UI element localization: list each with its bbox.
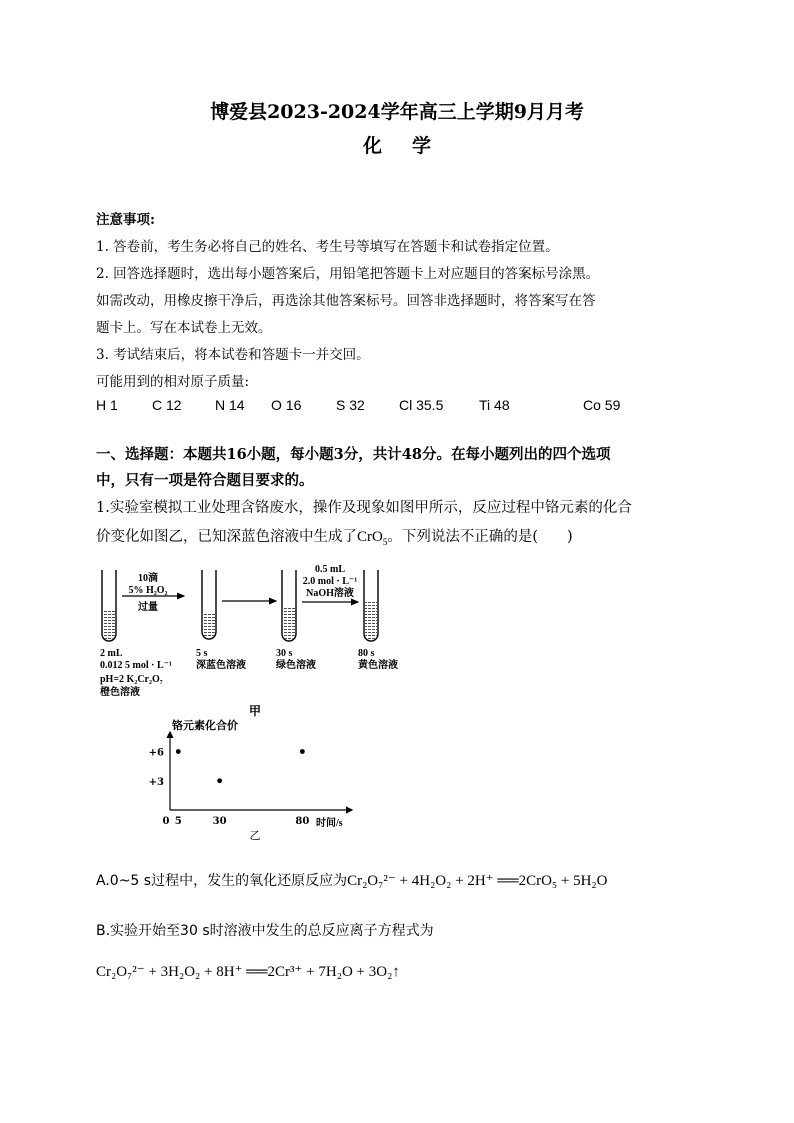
question-1-text-end: 。下列说法不正确的是( ): [387, 529, 573, 545]
tube-2-label: 5 s: [196, 648, 208, 659]
option-b-formula: Cr₂O₇²⁻ + 3H₂O₂ + 8H⁺ ══2Cr³⁺ + 7H₂O + 3O₂↑: [96, 964, 400, 980]
section-heading-line2: 中，只有一项是符合题目要求的。: [96, 472, 314, 489]
y-tick-label: +3: [148, 776, 164, 788]
species: CrO: [357, 529, 383, 545]
data-point: [217, 778, 222, 783]
species-subscript: 5: [382, 537, 388, 547]
notice-item: 如需改动，用橡皮擦干净后，再选涂其他答案标号。回答非选择题时，将答案写在答: [96, 293, 596, 309]
subject-char-2: 学: [412, 135, 432, 157]
question-1-line2: [96, 525, 573, 546]
arrow-3-label: 0.5 mL: [315, 564, 345, 575]
tube-4-label: 80 s: [358, 648, 375, 659]
x-tick-label: 30: [212, 816, 227, 827]
atomic-mass: S 32: [336, 397, 365, 413]
atomic-mass: Ti 48: [479, 397, 510, 413]
test-tube-2: [202, 570, 216, 639]
arrow-1-label: 10滴: [138, 573, 158, 584]
question-1-line1: 1.实验室模拟工业处理含铬废水，操作及现象如图甲所示，反应过程中铬元素的化合: [96, 500, 632, 516]
data-point: [300, 749, 305, 754]
x-tick-label: 0: [162, 816, 170, 827]
notice-item: 题卡上。写在本试卷上无效。: [96, 320, 272, 336]
tube-1-label: 2 mL: [100, 648, 123, 659]
atomic-mass: O 16: [271, 397, 302, 413]
test-tube-1: [102, 570, 116, 641]
data-point: [176, 749, 181, 754]
arrow-3-label: NaOH溶液: [306, 588, 354, 599]
notice-item: 2. 回答选择题时，选出每小题答案后，用铅笔把答题卡上对应题目的答案标号涂黑。: [96, 266, 600, 282]
option-a-text: A.0~5 s过程中，发生的氧化还原反应为: [96, 873, 348, 889]
atomic-mass: C 12: [152, 397, 182, 413]
tube-3-label: 绿色溶液: [276, 660, 316, 671]
figure-jia-caption: 甲: [248, 704, 262, 718]
notice-item: 3. 考试结束后，将本试卷和答题卡一并交回。: [96, 347, 370, 363]
x-axis-label: 时间/s: [316, 818, 343, 829]
notice-heading: 注意事项:: [96, 212, 155, 228]
tube-1-label: pH=2 K₂Cr₂O₇: [100, 674, 163, 685]
test-tube-3: [282, 570, 296, 641]
exam-title: 博爱县2023-2024学年高三上学期9月月考: [210, 101, 584, 123]
question-1-text: 价变化如图乙，已知深蓝色溶液中生成了: [96, 529, 357, 545]
arrow-3-label: 2.0 mol · L⁻¹: [302, 576, 358, 587]
atomic-mass: Co 59: [583, 397, 621, 413]
tube-1-label: 0.012 5 mol · L⁻¹: [100, 660, 172, 671]
cro5-formula: [357, 529, 387, 545]
atomic-mass: N 14: [215, 397, 245, 413]
figure-jia: [96, 562, 426, 722]
tube-1-label: 橙色溶液: [100, 687, 140, 698]
tube-3-label: 30 s: [276, 648, 293, 659]
tube-2-label: 深蓝色溶液: [196, 660, 246, 671]
figure-yi-chart: [140, 718, 380, 844]
arrow-1-label: 5% H₂O₂: [128, 585, 168, 596]
atomic-mass: Cl 35.5: [399, 397, 444, 413]
test-tube-4: [364, 570, 378, 641]
atomic-mass: H 1: [96, 397, 118, 413]
option-a-formula: Cr₂O₇²⁻ + 4H₂O₂ + 2H⁺ ══2CrO₅ + 5H₂O: [347, 873, 608, 889]
option-a: [96, 870, 608, 890]
figure-yi-caption: 乙: [249, 829, 261, 842]
x-tick-label: 5: [174, 816, 182, 827]
subject-title: [0, 131, 794, 158]
subject-char-1: 化: [362, 135, 382, 157]
option-b: B.实验开始至30 s时溶液中发生的总反应离子方程式为: [96, 923, 434, 939]
tube-4-label: 黄色溶液: [358, 660, 398, 671]
atomic-mass-heading: 可能用到的相对原子质量:: [96, 374, 250, 390]
y-axis-label: 铬元素化合价: [172, 720, 238, 732]
y-tick-label: +6: [148, 747, 164, 759]
notice-item: 1. 答卷前，考生务必将自己的姓名、考生号等填写在答题卡和试卷指定位置。: [96, 239, 559, 255]
section-heading-line1: 一、选择题：本题共16小题，每小题3分，共计48分。在每小题列出的四个选项: [96, 446, 611, 463]
arrow-1-label: 过量: [138, 602, 158, 613]
x-tick-label: 80: [295, 816, 310, 827]
